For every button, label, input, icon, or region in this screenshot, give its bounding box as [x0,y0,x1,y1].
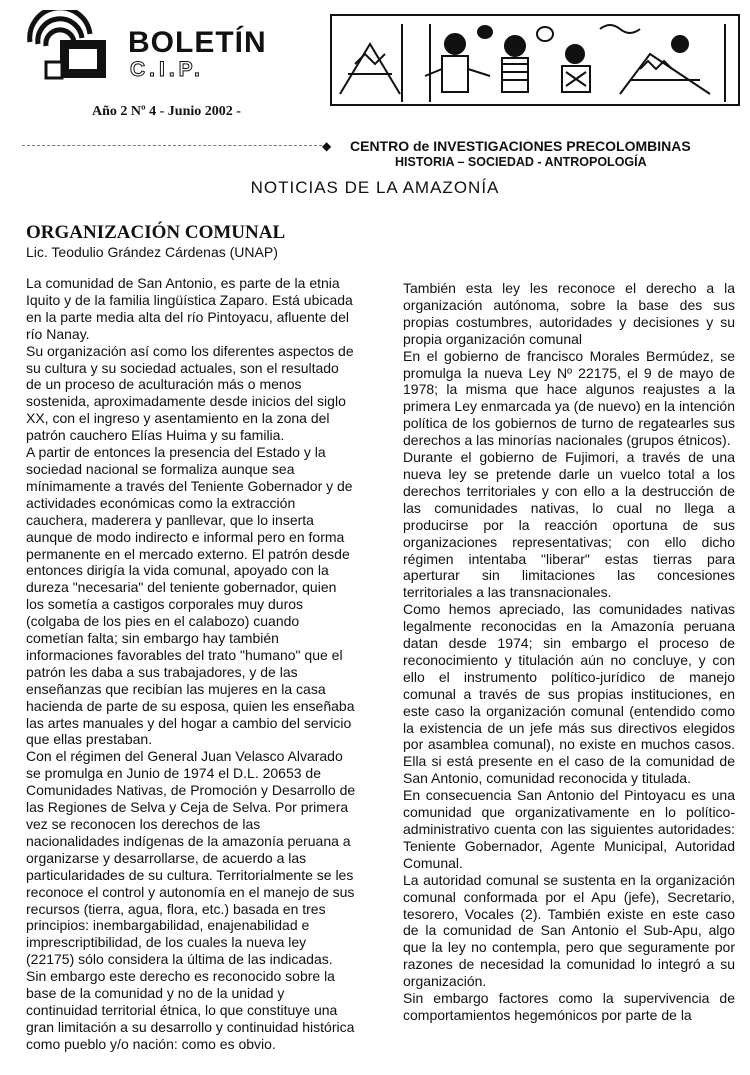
bulletin-title: BOLETÍN [128,26,267,59]
paragraph: Sin embargo factores como la supervivencia de comportamientos hegemónicos por parte de la [403,990,735,1023]
issue-info: Año 2 Nº 4 - Junio 2002 - [92,104,241,119]
center-name: CENTRO de INVESTIGACIONES PRECOLOMBINAS [350,138,691,154]
center-disciplines: HISTORIA – SOCIEDAD - ANTROPOLOGÍA [395,155,647,169]
paragraph: La comunidad de San Antonio, es parte de la etnia Iquito y de la familia lingüística Zaparo. Está ubicada en la parte media alta del río Pintoyacu, afluente del río Nanay. [26,275,353,342]
paragraph: Como hemos apreciado, las comunidades nativas legalmente reconocidas en la Amazonía peruana datan desde 1974; sin embargo el proceso de reconocimiento y titulación aún no concluye, y con ello el instrumento político-jurídico de manejo comunal a través de sus propias instituciones, en este caso la organización comunal (entendido como la existencia de un jefe más sus directivos elegidos por asamblea comunal), no existe en muchos casos. Ella si está presente en el caso de la comunidad de San Antonio, comunidad reconocida y titulada. [403,601,735,787]
paragraph: Su organización así como los diferentes aspectos de su cultura y su sociedad actuales, son el resultado de un proceso de aculturación más o menos sostenida, aproximadamente desde inicios del siglo XX, con el ingreso y asentamiento en la zona del patrón cauchero Elías Huima y su familia. [26,342,354,444]
bulletin-subtitle: C.I.P. [130,58,204,81]
left-column [26,275,356,1053]
paragraph: La autoridad comunal se sustenta en la organización comunal conformada por el Apu (jefe), Secretario, tesorero, Vocales (2). También existe en este caso de la comunidad de San Antonio el Sub-Apu, algo que la ley no contempla, pero que seguramente por razones de necesidad la comunidad lo integró a su organización. [403,871,735,990]
header-divider [22,145,322,146]
paragraph: En el gobierno de francisco Morales Bermúdez, se promulga la nueva Ley Nº 22175, el 9 de mayo de 1978; la misma que hace algunos reajustes a la primera Ley enmarcada ya (de nuevo) en la intención política de los gobiernos de turno de regatearles sus derechos a las minorías nacionales (grupos étnicos). [403,347,735,449]
paragraph: También esta ley les reconoce el derecho a la organización autónoma, sobre la base des sus propias costumbres, autoridades y decisiones y su propia organización comunal [403,280,735,347]
paragraph: En consecuencia San Antonio del Pintoyacu es una comunidad que organizativamente en lo político-administrativo cuenta con las siguientes autoridades: Teniente Gobernador, Agente Municipal, Autoridad Comunal. [403,787,735,871]
paragraph: Durante el gobierno de Fujimori, a través de una nueva ley se pretende darle un vuelco total a los derechos territoriales y con ello a la destrucción de las comunidades nativas, lo cual no llega a producirse por la reacción oportuna de sus organizaciones representativas; con ello dicho régimen intentaba "liberar" estas tierras para aperturar sin limitaciones las concesiones territoriales a las transnacionales. [403,449,735,601]
paragraph: Sin embargo este derecho es reconocido sobre la base de la comunidad y no de la unidad y continuidad territorial étnica, lo que constituye una gran limitación a su desarrollo y continuidad histórica como pueblo y/o nación: como es obvio. [26,968,355,1052]
right-column [403,280,735,1024]
article-title: ORGANIZACIÓN COMUNAL [26,222,286,243]
article-author: Lic. Teodulio Grández Cárdenas (UNAP) [26,244,278,260]
precolumbian-scene-illustration [330,14,740,106]
section-title: NOTICIAS DE LA AMAZONÍA [250,178,500,197]
diamond-icon: ◆ [322,139,332,153]
paragraph: A partir de entonces la presencia del Estado y la sociedad nacional se formaliza aunque sea mínimamente a través del Teniente Gobernador y de actividades económicas como la extracción cauchera, maderera y panllevar, que lo inserta aunque de modo indirecto e informal pero en forma permanente en el mercado externo. El patrón desde entonces dirigía la vida comunal, apoyado con la dureza "necesaria" del teniente gobernador, quien los sometía a castigos corporales muy duros (colgaba de los pies en el calabozo) cuando cometían falta; sin embargo hay también informaciones favorables del trato "humano" que el patrón les daba a sus trabajadores, y de las enseñanzas que recibían las mujeres en la casa hacienda de parte de su esposa, quien les enseñaba las artes manuales y del hogar a cambio del servicio que ellas prestaban. [26,444,355,748]
cip-logo [22,10,110,84]
paragraph: Con el régimen del General Juan Velasco Alvarado se promulga en Junio de 1974 el D.L. 20653 de Comunidades Nativas, de Promoción y Desarrollo de las Regiones de Selva y Ceja de Selva. Por primera vez se reconocen los derechos de las nacionalidades indígenas de la amazonía peruana a organizarse y desarrollarse, de acuerdo a las particularidades de su cultura. Territorialmente se les reconoce el control y autonomía en el manejo de sus recursos (tierra, agua, flora, etc.) basada en tres principios: inembargabilidad, enajenabilidad e imprescriptibilidad, de los cuales la nueva ley (22175) sólo considera la última de las indicadas. [26,748,356,968]
